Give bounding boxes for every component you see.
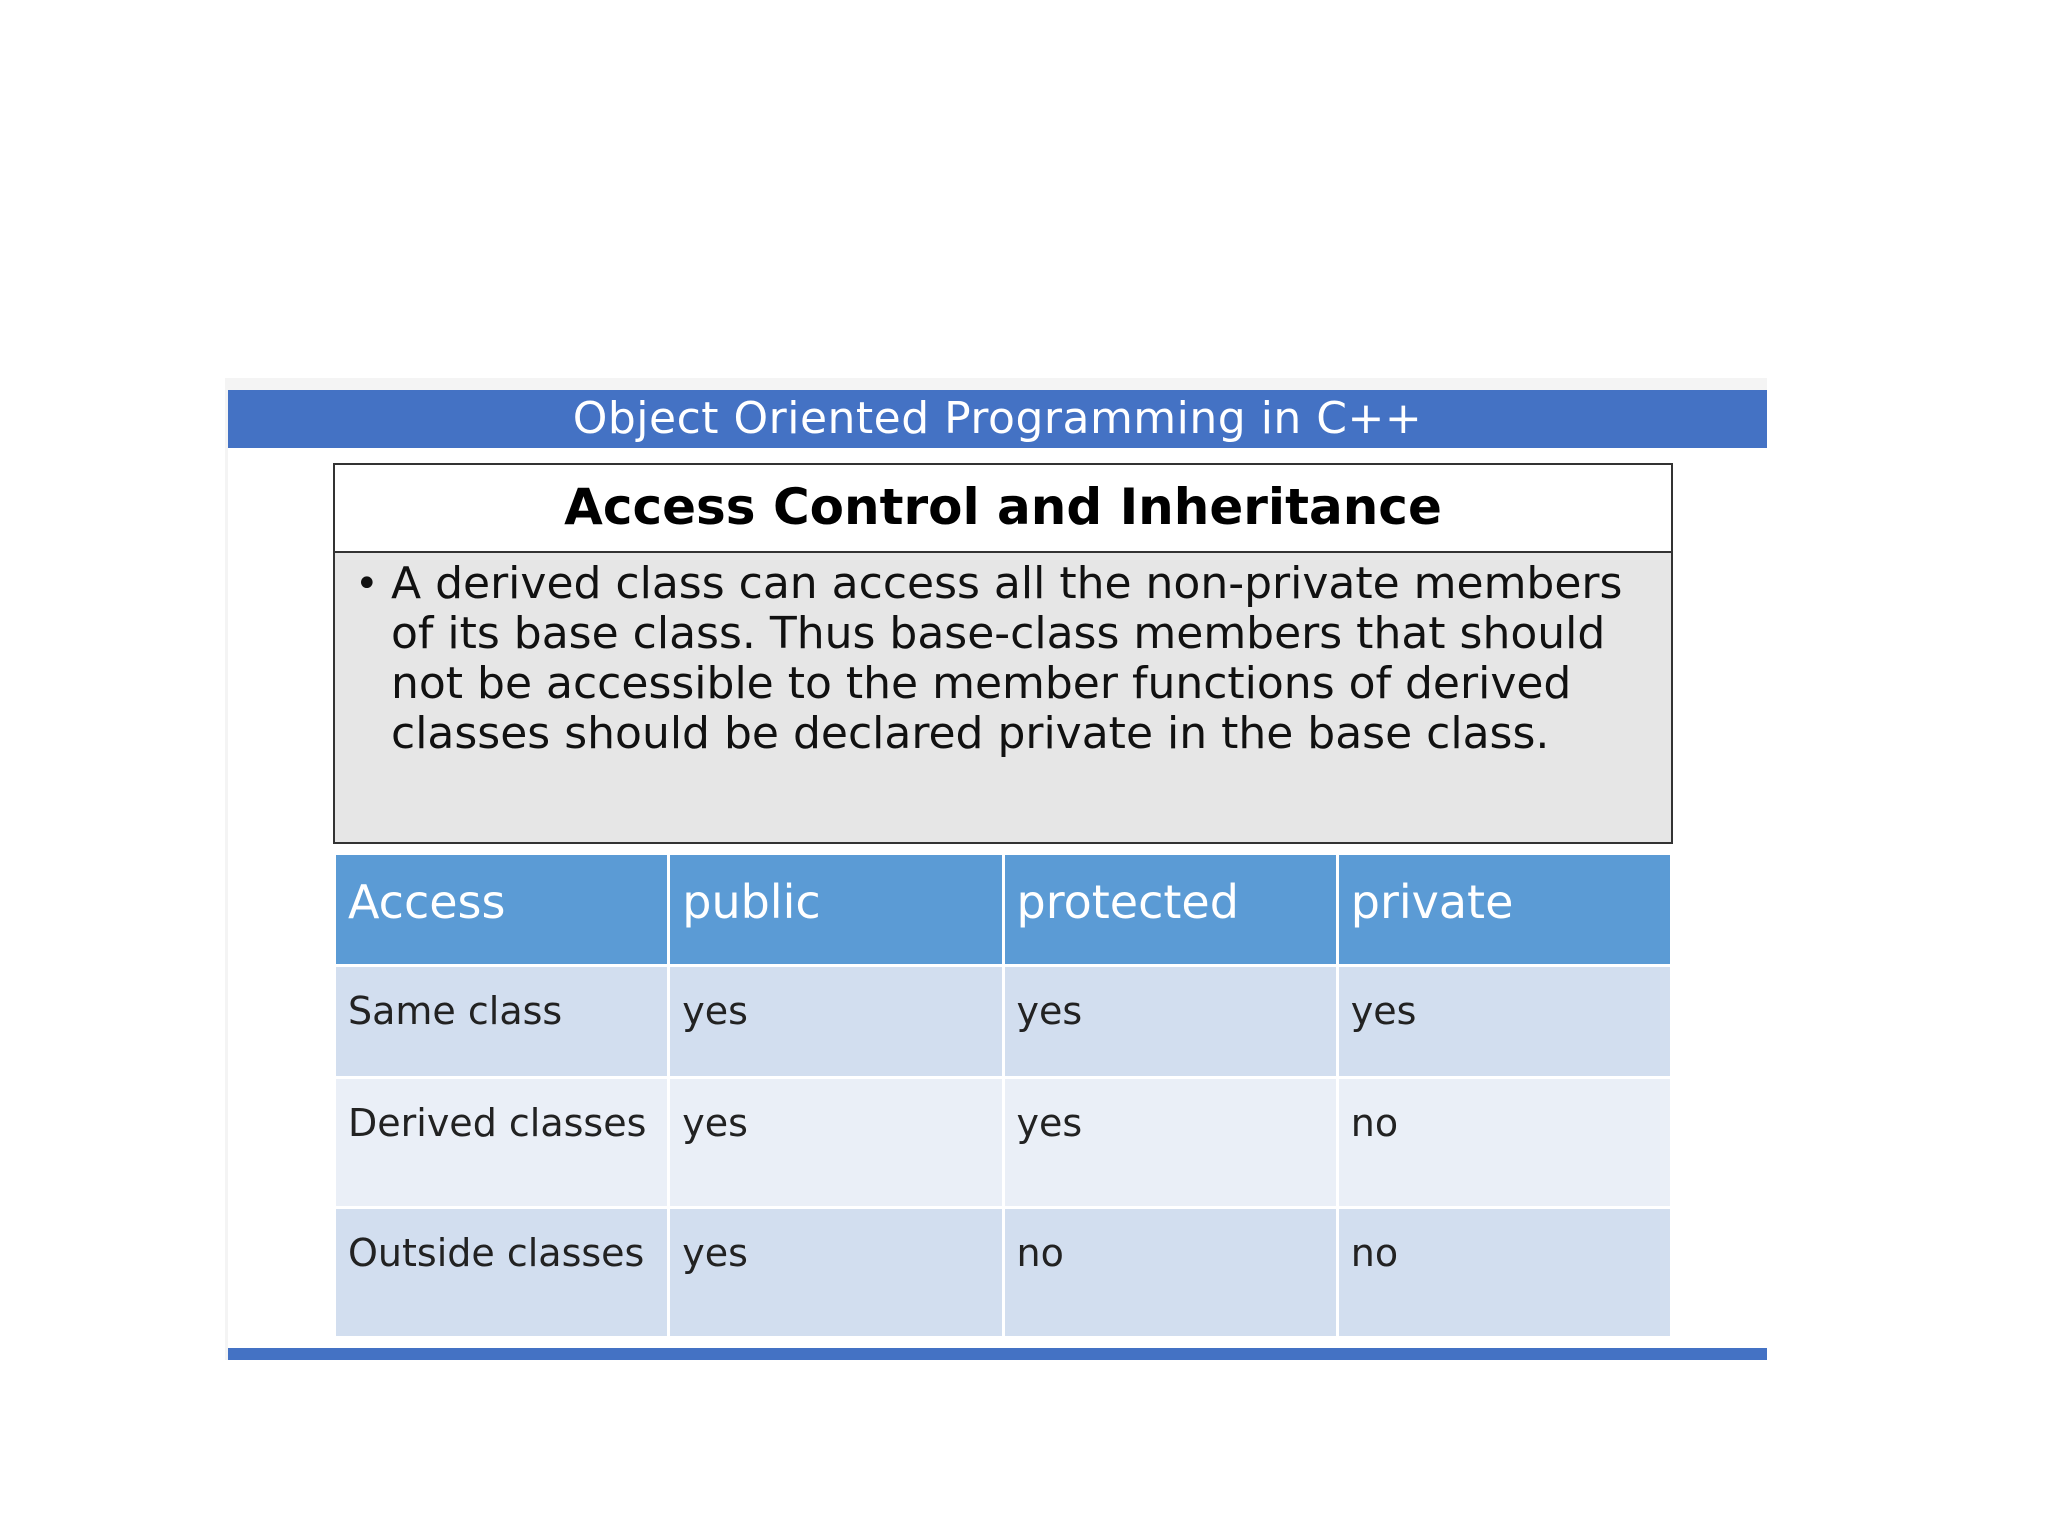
table-cell: no (1003, 1208, 1337, 1338)
table-cell: yes (669, 966, 1003, 1078)
table-cell: no (1337, 1078, 1671, 1208)
slide-footer-bar (228, 1348, 1767, 1360)
table-header-row (335, 854, 1672, 966)
table-cell: Derived classes (335, 1078, 669, 1208)
table-row (335, 966, 1672, 1078)
table-cell: yes (1003, 1078, 1337, 1208)
table-header-public: public (669, 854, 1003, 966)
slide-header-bar: Object Oriented Programming in C++ (228, 390, 1767, 448)
table-row (335, 1078, 1672, 1208)
bullet-box (333, 552, 1673, 844)
table-cell: Outside classes (335, 1208, 669, 1338)
table-header-private: private (1337, 854, 1671, 966)
table-header-access: Access (335, 854, 669, 966)
table-header-protected: protected (1003, 854, 1337, 966)
bullet-text: A derived class can access all the non-private members of its base class. Thus base-class members that should not be accessible to the member functions of derived classes should be declared private in the base class. (391, 558, 1623, 759)
table-cell: yes (1337, 966, 1671, 1078)
table-row (335, 1208, 1672, 1338)
table-cell: yes (1003, 966, 1337, 1078)
bullet-item (355, 559, 1631, 759)
bullet-icon: • (355, 561, 379, 607)
slide-heading: Access Control and Inheritance (333, 463, 1673, 552)
table-cell: yes (669, 1208, 1003, 1338)
table-cell: yes (669, 1078, 1003, 1208)
table-cell: Same class (335, 966, 669, 1078)
access-table (333, 852, 1673, 1339)
table-cell: no (1337, 1208, 1671, 1338)
